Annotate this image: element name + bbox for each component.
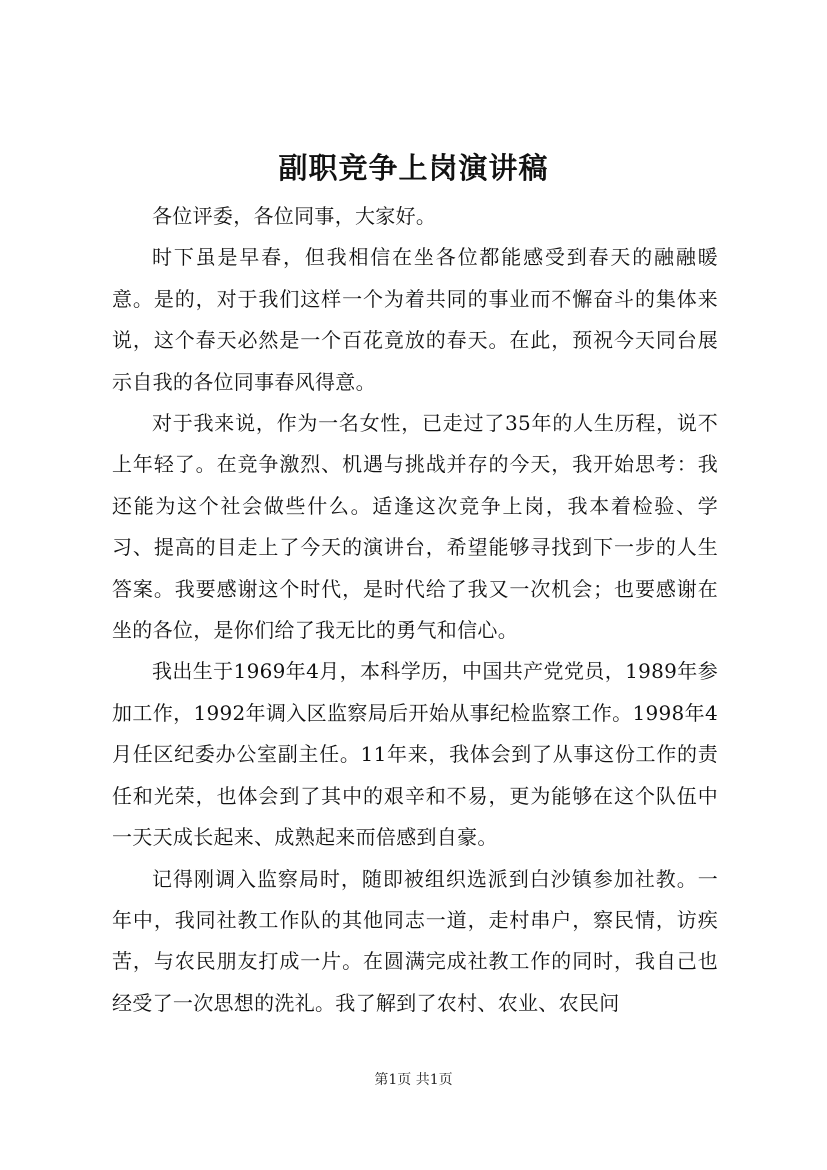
page-footer: 第1页 共1页	[374, 1072, 453, 1088]
document-title: 副职竞争上岗演讲稿	[278, 151, 549, 185]
document-body	[112, 196, 718, 1024]
paragraph-social-education: 记得刚调入监察局时，随即被组织选派到白沙镇参加社教。一年中，我同社教工作队的其他同志一道，走村串户，察民情，访疾苦，与农民朋友打成一片。在圆满完成社教工作的同时，我自己也经受了一次思想的洗礼。我了解到了农村、农业、农民问	[112, 866, 718, 1015]
paragraph-greeting: 各位评委，各位同事，大家好。	[152, 204, 437, 228]
paragraph-background: 我出生于1969年4月，本科学历，中国共产党党员，1989年参加工作，1992年调入区监察局后开始从事纪检监察工作。1998年4月任区纪委办公室副主任。11年来，我体会到了从事这份工作的责任和光荣，也体会到了其中的艰辛和不易，更为能够在这个队伍中一天天成长起来、成熟起来而倍感到自豪。	[112, 659, 718, 850]
paragraph-spring: 时下虽是早春，但我相信在坐各位都能感受到春天的融融暖意。是的，对于我们这样一个为着共同的事业而不懈奋斗的集体来说，这个春天必然是一个百花竟放的春天。在此，预祝今天同台展示自我的各位同事春风得意。	[112, 245, 718, 394]
paragraph-self-reflection: 对于我来说，作为一名女性，已走过了35年的人生历程，说不上年轻了。在竞争激烈、机遇与挑战并存的今天，我开始思考：我还能为这个社会做些什么。适逢这次竞争上岗，我本着检验、学习、提高的目走上了今天的演讲台，希望能够寻找到下一步的人生答案。我要感谢这个时代，是时代给了我又一次机会；也要感谢在坐的各位，是你们给了我无比的勇气和信心。	[112, 411, 718, 643]
